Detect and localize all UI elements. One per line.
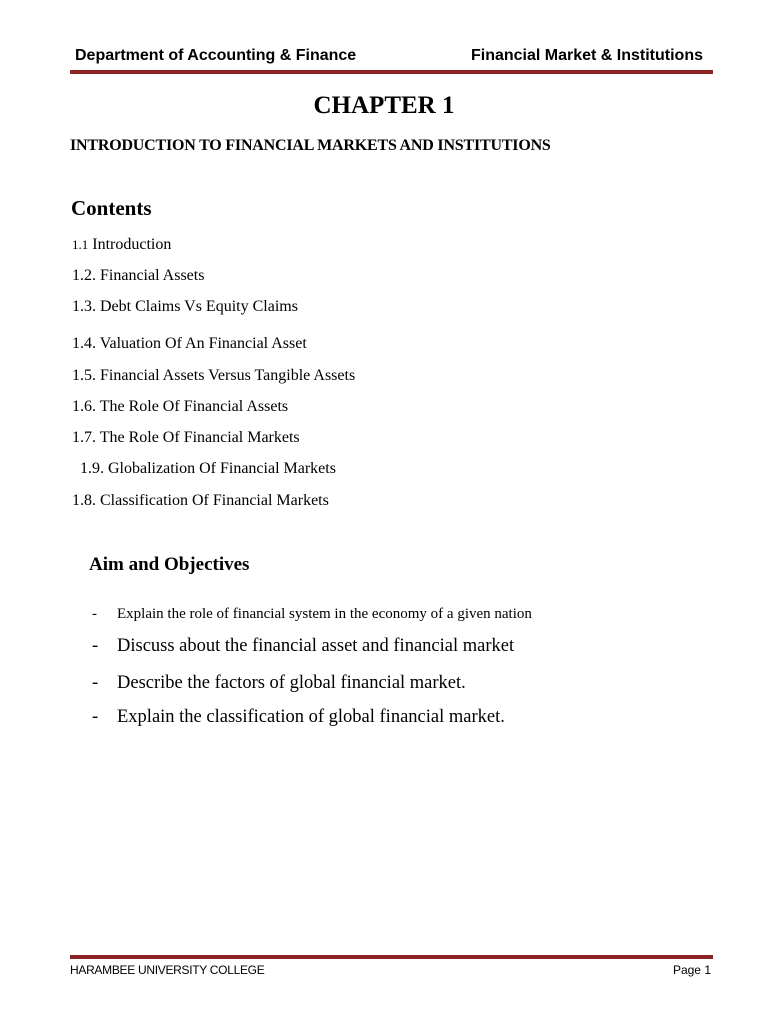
objective-item bbox=[92, 671, 466, 695]
toc-item-number: 1.1 bbox=[72, 237, 89, 252]
toc-item: 1.8. Classification Of Financial Markets bbox=[72, 492, 329, 509]
header-department: Department of Accounting & Finance bbox=[75, 47, 357, 64]
footer-rule bbox=[70, 955, 713, 959]
toc-item: 1.9. Globalization Of Financial Markets bbox=[80, 460, 336, 477]
objective-item bbox=[92, 705, 505, 729]
toc-item bbox=[72, 235, 171, 255]
chapter-title: CHAPTER 1 bbox=[313, 92, 455, 119]
chapter-subtitle: INTRODUCTION TO FINANCIAL MARKETS AND INSTITUTIONS bbox=[70, 137, 551, 154]
objective-text: Describe the factors of global financial market. bbox=[117, 673, 466, 693]
objective-text: Explain the role of financial system in the economy of a given nation bbox=[117, 606, 532, 622]
bullet-dash: - bbox=[92, 707, 99, 727]
objective-text: Discuss about the financial asset and financial market bbox=[117, 636, 515, 656]
toc-item: 1.6. The Role Of Financial Assets bbox=[72, 398, 289, 415]
contents-heading: Contents bbox=[71, 196, 152, 220]
toc-item: 1.3. Debt Claims Vs Equity Claims bbox=[72, 298, 298, 315]
objective-item bbox=[92, 634, 514, 658]
aims-heading: Aim and Objectives bbox=[89, 554, 250, 575]
bullet-dash: - bbox=[92, 606, 97, 622]
objective-text: Explain the classification of global financial market. bbox=[117, 707, 505, 727]
page-number: Page 1 bbox=[672, 963, 711, 977]
objective-item bbox=[92, 604, 532, 624]
toc-item: 1.4. Valuation Of An Financial Asset bbox=[72, 335, 307, 352]
header-course: Financial Market & Institutions bbox=[470, 47, 703, 64]
toc-item: 1.5. Financial Assets Versus Tangible Assets bbox=[72, 367, 356, 384]
page-footer bbox=[70, 962, 711, 978]
page-header bbox=[75, 44, 703, 68]
footer-institution: HARAMBEE UNIVERSITY COLLEGE bbox=[70, 963, 265, 977]
toc-item: 1.2. Financial Assets bbox=[72, 267, 205, 284]
toc-item-label: Introduction bbox=[88, 236, 172, 253]
toc-item: 1.7. The Role Of Financial Markets bbox=[72, 429, 300, 446]
header-rule bbox=[70, 70, 713, 74]
bullet-dash: - bbox=[92, 636, 99, 656]
bullet-dash: - bbox=[92, 673, 99, 693]
